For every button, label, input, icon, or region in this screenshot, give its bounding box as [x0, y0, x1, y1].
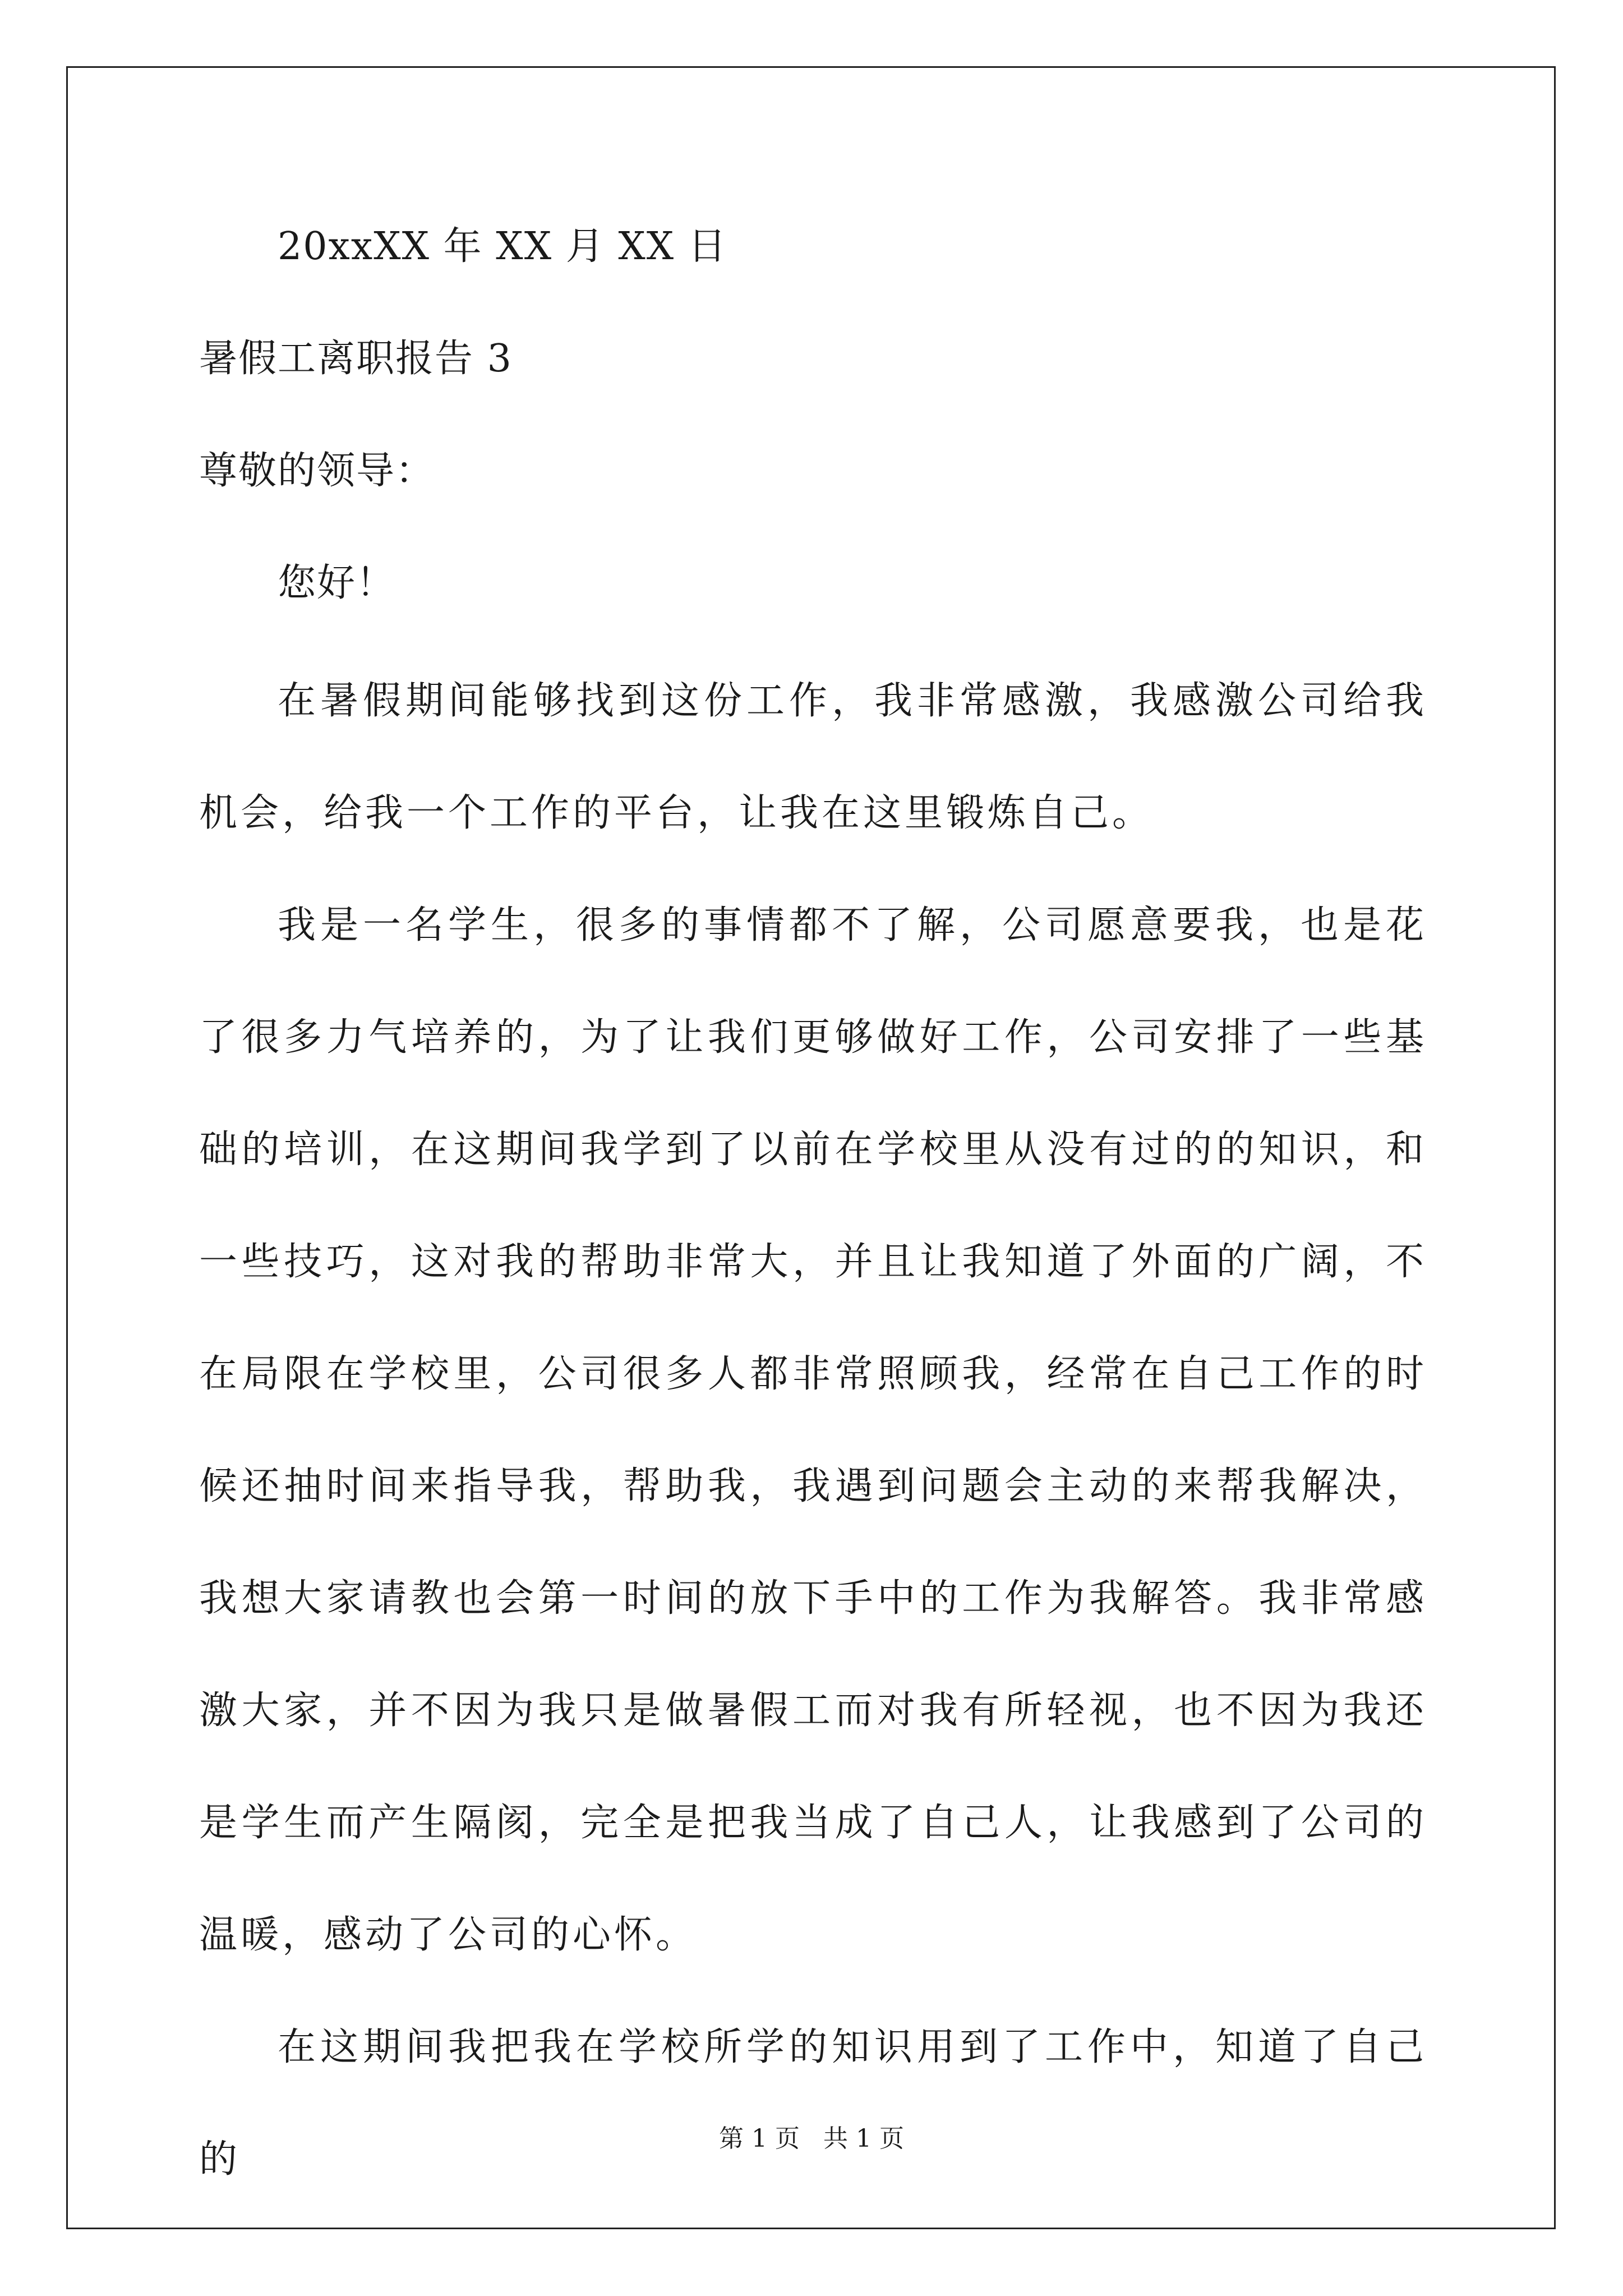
document-title: 暑假工离职报告 3 — [199, 337, 513, 381]
page-number: 第 1 页 — [719, 2124, 800, 2153]
paragraph-3: 在这期间我把我在学校所学的知识用到了工作中，知道了自己的 — [199, 2025, 1427, 2182]
salutation: 尊敬的领导： — [199, 449, 435, 493]
paragraph-2: 我是一名学生，很多的事情都不了解，公司愿意要我，也是花了很多力气培养的，为了让我们更够做好工作，公司安排了一些基础的培训，在这期间我学到了以前在学校里从没有过的的知识，和一些技巧，这对我的帮助非常大，并且让我知道了外面的广阔，不在局限在学校里，公司很多人都非常照顾我，经常在自己工作的时候还抽时间来指导我，帮助我，我遇到问题会主动的来帮我解决，我想大家请教也会第一时间的放下手中的工作为我解答。我非常感激大家，并不因为我只是做暑假工而对我有所轻视，也不因为我还是学生而产生隔阂，完全是把我当成了自己人，让我感到了公司的温暖，感动了公司的心怀。 — [199, 903, 1427, 1957]
greeting: 您好！ — [278, 561, 396, 605]
document-date: 20xxXX 年 XX 月 XX 日 — [278, 224, 727, 269]
document-body — [199, 219, 1427, 2216]
page-footer — [0, 2122, 1623, 2156]
page-total: 共 1 页 — [823, 2124, 904, 2153]
paragraph-1: 在暑假期间能够找到这份工作，我非常感激，我感激公司给我机会，给我一个工作的平台，让我在这里锻炼自己。 — [199, 679, 1427, 835]
